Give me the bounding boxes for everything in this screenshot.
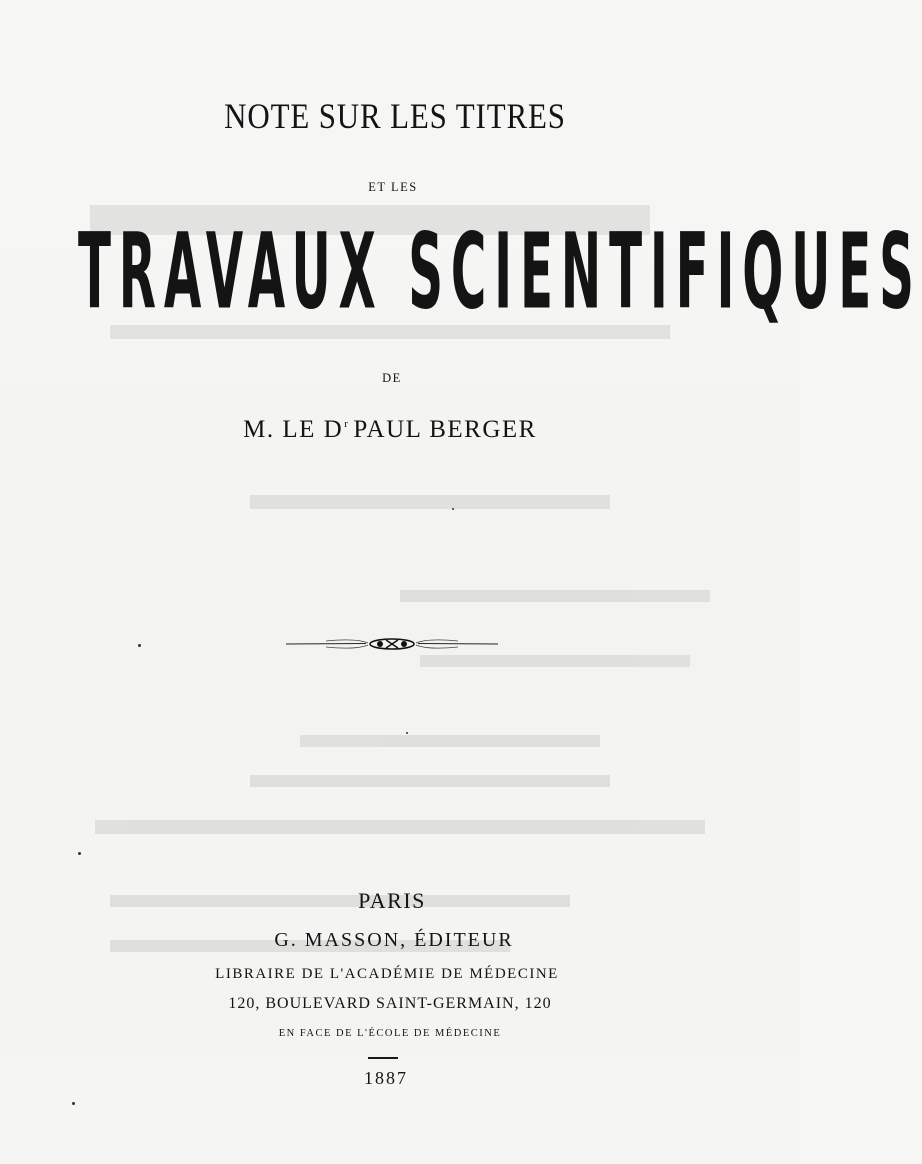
typographic-ornament-icon [286,634,498,654]
author-line [0,416,790,444]
paper-speck [406,732,408,734]
imprint-address-note: EN FACE DE L'ÉCOLE DE MÉDECINE [278,1028,502,1039]
heading-line-et-les: ET LES [368,180,418,194]
paper-speck [72,1102,75,1105]
paper-speck [78,852,81,855]
author-superscript: r [344,418,350,430]
imprint-address: 120, BOULEVARD SAINT-GERMAIN, 120 [228,995,552,1012]
main-title: TRAVAUX SCIENTIFIQUES [78,209,922,333]
short-rule [368,1057,398,1059]
imprint-publisher: G. MASSON, ÉDITEUR [274,929,514,951]
heading-line-de: DE [382,371,402,385]
imprint-publisher-title: LIBRAIRE DE L'ACADÉMIE DE MÉDECINE [215,966,559,982]
imprint-city: PARIS [358,888,426,913]
imprint-year: 1887 [364,1068,408,1088]
paper-speck [452,508,454,510]
author-prefix: M. LE D [243,416,344,443]
heading-line-note: NOTE SUR LES TITRES [224,96,566,136]
author-name: PAUL BERGER [353,416,537,443]
paper-speck [138,644,141,647]
